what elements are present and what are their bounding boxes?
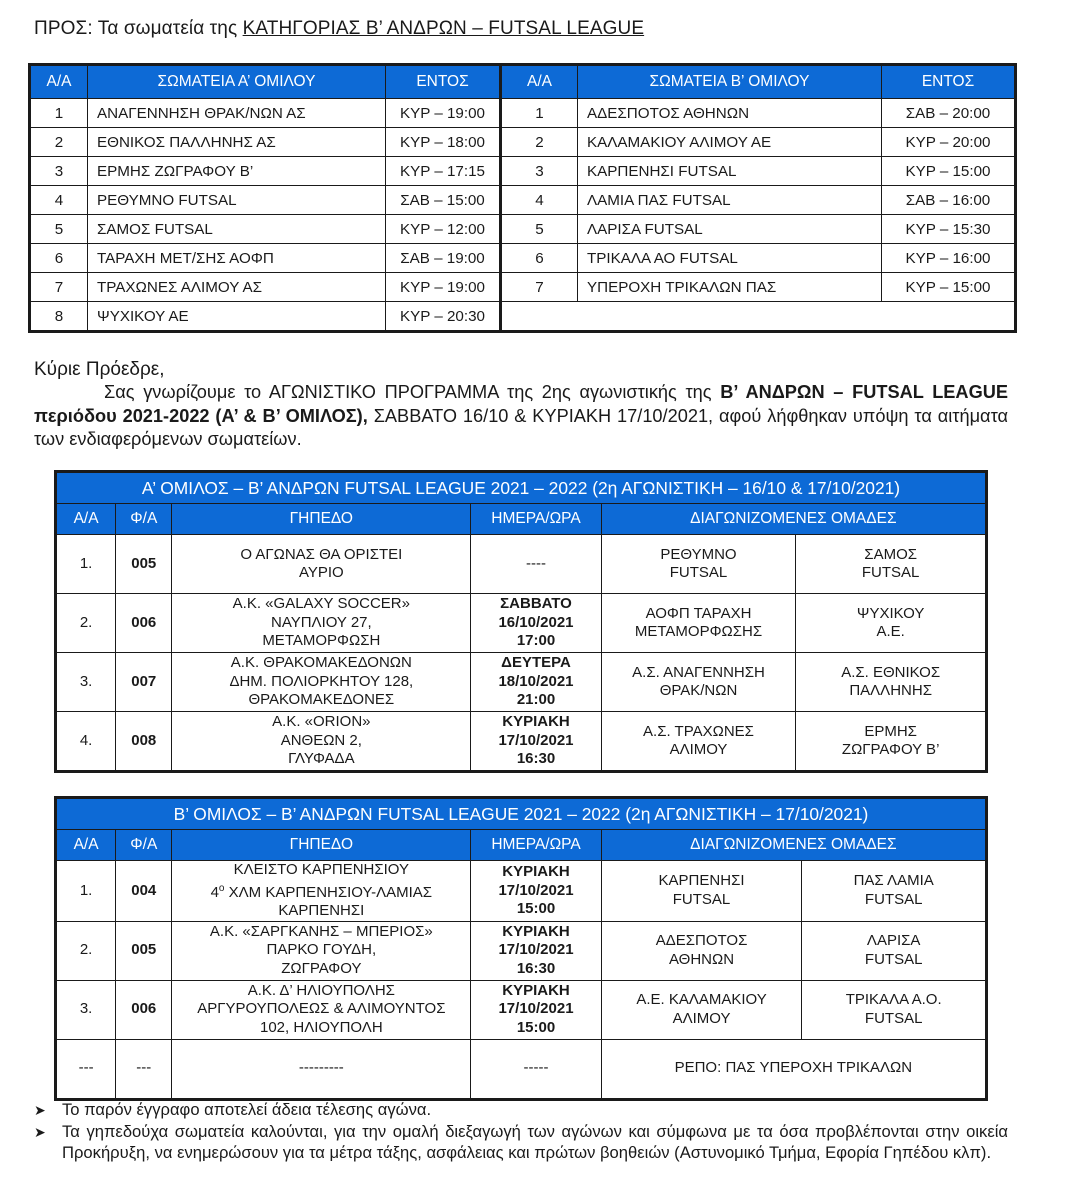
- group-a-club: ΤΑΡΑΧΗ ΜΕΤ/ΣΗΣ ΑΟΦΠ: [88, 244, 386, 273]
- header-cell: Α/Α: [501, 65, 578, 99]
- datetime-cell: [471, 535, 601, 594]
- fixture-number: 4.: [56, 712, 116, 772]
- home-team-line: ΑΛΙΜΟΥ: [669, 741, 728, 758]
- home-team-line: ΑΛΙΜΟΥ: [672, 1009, 731, 1027]
- fixtures-b-header: [56, 830, 987, 861]
- header-cell: Φ/Α: [116, 504, 172, 535]
- header-cell: ΕΝΤΟΣ: [386, 65, 501, 99]
- fixture-number: 3.: [56, 653, 116, 712]
- header-cell: Α/Α: [30, 65, 88, 99]
- home-team-cell: [601, 535, 796, 594]
- clubs-table-row: [30, 186, 1016, 215]
- datetime-cell: -----: [471, 1039, 601, 1099]
- away-team-line: ΨΥΧΙΚΟΥ: [856, 604, 925, 622]
- clubs-table: [28, 63, 1017, 333]
- group-b-home-time: ΚΥΡ – 16:00: [882, 244, 1016, 273]
- match-code: 004: [116, 861, 172, 922]
- fixture-number: ---: [56, 1039, 116, 1099]
- group-a-home-time: ΣΑΒ – 19:00: [386, 244, 501, 273]
- ordinal-sup: ο: [218, 882, 225, 894]
- fixture-row: [56, 653, 987, 712]
- header-cell: ΗΜΕΡΑ/ΩΡΑ: [471, 830, 601, 861]
- venue-line: ΠΑΡΚΟ ΓΟΥΔΗ,: [266, 941, 377, 959]
- away-team-cell: [802, 861, 987, 922]
- venue-cell: [172, 535, 471, 594]
- notes-list: [34, 1099, 1008, 1164]
- group-a-number: 4: [30, 186, 88, 215]
- header-cell: ΔΙΑΓΩΝΙΖΟΜΕΝΕΣ ΟΜΑΔΕΣ: [601, 504, 986, 535]
- group-a-home-time: ΚΥΡ – 19:00: [386, 273, 501, 302]
- rest-team-cell: ΡΕΠΟ: ΠΑΣ ΥΠΕΡΟΧΗ ΤΡΙΚΑΛΩΝ: [601, 1039, 986, 1099]
- datetime-line: 16/10/2021: [498, 613, 574, 631]
- away-team-cell: [796, 712, 987, 772]
- fixtures-a-header: [56, 504, 987, 535]
- group-a-number: 2: [30, 128, 88, 157]
- recipient-text: Τα σωματεία της: [97, 18, 238, 39]
- match-code: 006: [116, 594, 172, 653]
- datetime-line: 17/10/2021: [498, 941, 574, 959]
- away-team-line: FUTSAL: [864, 1009, 923, 1027]
- header-cell: ΓΗΠΕΔΟ: [172, 504, 471, 535]
- group-a-home-time: ΚΥΡ – 20:30: [386, 302, 501, 332]
- datetime-cell: [471, 861, 601, 922]
- datetime-line: 17/10/2021: [498, 881, 574, 899]
- datetime-line: 17/10/2021: [498, 731, 574, 749]
- home-team-cell: [601, 653, 796, 712]
- fixture-row: [56, 712, 987, 772]
- group-a-club: ΣΑΜΟΣ FUTSAL: [88, 215, 386, 244]
- datetime-line: 18/10/2021: [498, 672, 574, 690]
- group-a-home-time: ΚΥΡ – 17:15: [386, 157, 501, 186]
- group-b-club: ΚΑΡΠΕΝΗΣΙ FUTSAL: [578, 157, 882, 186]
- venue-line: ΖΩΓΡΑΦΟΥ: [281, 959, 362, 977]
- home-team-cell: [601, 712, 796, 772]
- intro-paragraph: [34, 381, 1008, 452]
- group-b-club: ΤΡΙΚΑΛΑ ΑΟ FUTSAL: [578, 244, 882, 273]
- away-team-line: ΖΩΓΡΑΦΟΥ Β’: [841, 741, 940, 758]
- match-code: 006: [116, 980, 172, 1039]
- group-b-number: 3: [501, 157, 578, 186]
- datetime-cell: [471, 594, 601, 653]
- home-team-line: FUTSAL: [672, 890, 731, 908]
- venue-line: ΓΛΥΦΑΔΑ: [288, 750, 355, 768]
- home-team-line: ΑΟΦΠ ΤΑΡΑΧΗ: [645, 604, 752, 622]
- venue-cell: [172, 921, 471, 980]
- fixture-row: [56, 535, 987, 594]
- group-b-number: 7: [501, 273, 578, 302]
- clubs-table-row: [30, 215, 1016, 244]
- away-team-line: ΕΡΜΗΣ: [864, 722, 917, 740]
- venue-line: ΑΡΓΥΡΟΥΠΟΛΕΩΣ & ΑΛΙΜΟΥΝΤΟΣ: [197, 1000, 446, 1018]
- home-team-line: Α.Ε. ΚΑΛΑΜΑΚΙΟΥ: [636, 991, 767, 1008]
- venue-line: Ο ΑΓΩΝΑΣ ΘΑ ΟΡΙΣΤΕΙ: [240, 545, 403, 563]
- group-a-club: ΨΥΧΙΚΟΥ ΑΕ: [88, 302, 386, 332]
- fixture-number: 2.: [56, 594, 116, 653]
- group-b-club: ΛΑΡΙΣΑ FUTSAL: [578, 215, 882, 244]
- recipient-category: ΚΑΤΗΓΟΡΙΑΣ Β’ ΑΝΔΡΩΝ – FUTSAL LEAGUE: [242, 18, 645, 39]
- fixtures-b-title: Β’ ΟΜΙΛΟΣ – Β’ ΑΝΔΡΩΝ FUTSAL LEAGUE 2021 – 2022 (2η ΑΓΩΝΙΣΤΙΚΗ – 17/10/2021): [56, 798, 987, 830]
- group-b-number: 4: [501, 186, 578, 215]
- fixture-row: [56, 594, 987, 653]
- group-a-home-time: ΚΥΡ – 19:00: [386, 99, 501, 128]
- fixture-number: 1.: [56, 861, 116, 922]
- clubs-table-row: [30, 244, 1016, 273]
- venue-line: Α.Κ. «ΣΑΡΓΚΑΝΗΣ – ΜΠΕΡΙΟΣ»: [209, 922, 433, 940]
- away-team-line: ΠΑΣ ΛΑΜΙΑ: [853, 872, 934, 890]
- group-b-club: ΚΑΛΑΜΑΚΙΟΥ ΑΛΙΜΟΥ ΑΕ: [578, 128, 882, 157]
- group-a-club: ΕΘΝΙΚΟΣ ΠΑΛΛΗΝΗΣ ΑΣ: [88, 128, 386, 157]
- venue-cell: [172, 861, 471, 922]
- away-team-line: Α.Σ. ΕΘΝΙΚΟΣ: [841, 663, 941, 681]
- group-a-home-time: ΚΥΡ – 12:00: [386, 215, 501, 244]
- venue-line: 102, ΗΛΙΟΥΠΟΛΗ: [260, 1018, 383, 1036]
- home-team-cell: [601, 594, 796, 653]
- fixture-row: [56, 980, 987, 1039]
- home-team-line: ΑΘΗΝΩΝ: [668, 950, 735, 968]
- datetime-line: 15:00: [516, 1018, 556, 1036]
- intro-text-2: ΣΑΒΒΑΤΟ 16/10 & ΚΥΡΙΑΚΗ 17/10/2021, αφού λήφθηκαν υπόψη τα αιτήματα των ενδιαφερόμενων σωματείων.: [34, 405, 1009, 449]
- group-a-club: ΑΝΑΓΕΝΝΗΣΗ ΘΡΑΚ/ΝΩΝ ΑΣ: [88, 99, 386, 128]
- group-b-home-time: ΣΑΒ – 20:00: [882, 99, 1016, 128]
- header-cell: ΗΜΕΡΑ/ΩΡΑ: [471, 504, 601, 535]
- datetime-line: 16:30: [516, 750, 556, 768]
- group-a-number: 6: [30, 244, 88, 273]
- recipient-prefix: ΠΡΟΣ:: [34, 18, 93, 39]
- group-a-club: ΕΡΜΗΣ ΖΩΓΡΑΦΟΥ Β’: [88, 157, 386, 186]
- group-b-number: 1: [501, 99, 578, 128]
- fixture-number: 3.: [56, 980, 116, 1039]
- group-a-club: ΡΕΘΥΜΝΟ FUTSAL: [88, 186, 386, 215]
- home-team-line: Α.Σ. ΑΝΑΓΕΝΝΗΣΗ: [632, 663, 765, 681]
- home-team-line: FUTSAL: [669, 564, 728, 581]
- venue-cell: [172, 980, 471, 1039]
- away-team-cell: [796, 535, 987, 594]
- venue-cell: [172, 712, 471, 772]
- clubs-table-row: [30, 99, 1016, 128]
- group-b-home-time: ΚΥΡ – 15:30: [882, 215, 1016, 244]
- venue-line: $4^o$ ΧΛΜ ΚΑΡΠΕΝΗΣΙΟΥ-ΛΑΜΙΑΣ: [210, 882, 433, 901]
- recipient-line: [34, 18, 644, 40]
- datetime-line: ΚΥΡΙΑΚΗ: [502, 981, 570, 999]
- venue-cell: ---------: [172, 1039, 471, 1099]
- group-a-number: 7: [30, 273, 88, 302]
- header-cell: ΓΗΠΕΔΟ: [172, 830, 471, 861]
- fixtures-a-title: Α’ ΟΜΙΛΟΣ – Β’ ΑΝΔΡΩΝ FUTSAL LEAGUE 2021 – 2022 (2η ΑΓΩΝΙΣΤΙΚΗ – 16/10 & 17/10/2021): [56, 472, 987, 504]
- group-b-home-time: ΚΥΡ – 15:00: [882, 273, 1016, 302]
- away-team-line: FUTSAL: [861, 564, 920, 581]
- away-team-line: Α.Ε.: [876, 623, 905, 640]
- header-cell: Α/Α: [56, 504, 116, 535]
- fixtures-group-a-table: [54, 470, 988, 773]
- note-text: Τα γηπεδούχα σωματεία καλούνται, για την ομαλή διεξαγωγή των αγώνων και σύμφωνα με τα όσα προβλέπονται στην οικεία Προκήρυξη, να ενημερώσουν για τα μέτρα τάξης, ασφάλειας και πρώτων βοηθειών (Αστυνομικό Τμήμα, Εφορία Γηπέδου κλπ).: [62, 1121, 1008, 1162]
- group-b-number: 2: [501, 128, 578, 157]
- clubs-table-row: [30, 302, 1016, 332]
- group-b-home-time: ΚΥΡ – 20:00: [882, 128, 1016, 157]
- away-team-line: ΤΡΙΚΑΛΑ Α.Ο.: [845, 991, 942, 1008]
- salutation: Κύριε Πρόεδρε,: [34, 359, 165, 380]
- home-team-line: ΜΕΤΑΜΟΡΦΩΣΗΣ: [634, 623, 763, 640]
- intro-text-bold: Β’ ΑΝΔΡΩΝ – FUTSAL LEAGUE περιόδου 2021-2022 (Α’ & Β’ ΟΜΙΛΟΣ),: [34, 382, 1008, 426]
- note-item: [34, 1121, 1008, 1164]
- group-b-home-time: ΚΥΡ – 15:00: [882, 157, 1016, 186]
- match-code: ---: [116, 1039, 172, 1099]
- venue-cell: [172, 594, 471, 653]
- venue-line: Α.Κ. «ORION»: [272, 713, 371, 731]
- header-cell: ΣΩΜΑΤΕΙΑ Β’ ΟΜΙΛΟΥ: [578, 65, 882, 99]
- group-a-club: ΤΡΑΧΩΝΕΣ ΑΛΙΜΟΥ ΑΣ: [88, 273, 386, 302]
- group-a-number: 1: [30, 99, 88, 128]
- header-cell: Α/Α: [56, 830, 116, 861]
- datetime-line: 17:00: [516, 632, 556, 650]
- venue-line: ΘΡΑΚΟΜΑΚΕΔΟΝΕΣ: [248, 691, 395, 709]
- datetime-line: ΚΥΡΙΑΚΗ: [502, 863, 570, 880]
- home-team-line: ΚΑΡΠΕΝΗΣΙ: [658, 872, 745, 890]
- group-a-number: 5: [30, 215, 88, 244]
- group-a-number: 3: [30, 157, 88, 186]
- header-cell: ΣΩΜΑΤΕΙΑ Α’ ΟΜΙΛΟΥ: [88, 65, 386, 99]
- match-code: 005: [116, 921, 172, 980]
- note-item: [34, 1099, 1008, 1121]
- fixture-row: [56, 921, 987, 980]
- group-a-home-time: ΚΥΡ – 18:00: [386, 128, 501, 157]
- fixtures-group-b-table: [54, 796, 988, 1101]
- venue-line: ΑΥΡΙΟ: [298, 564, 344, 581]
- away-team-line: FUTSAL: [864, 890, 923, 908]
- datetime-cell: [471, 921, 601, 980]
- group-a-number: 8: [30, 302, 88, 332]
- away-team-cell: [802, 921, 987, 980]
- group-b-club: ΛΑΜΙΑ ΠΑΣ FUTSAL: [578, 186, 882, 215]
- datetime-line: ΚΥΡΙΑΚΗ: [502, 922, 570, 940]
- clubs-table-row: [30, 128, 1016, 157]
- empty-cell: [501, 302, 1016, 332]
- away-team-line: ΛΑΡΙΣΑ: [866, 932, 921, 949]
- header-cell: ΕΝΤΟΣ: [882, 65, 1016, 99]
- away-team-line: ΠΑΛΛΗΝΗΣ: [849, 682, 932, 699]
- datetime-line: 16:30: [516, 959, 556, 977]
- venue-line: Α.Κ. ΘΡΑΚΟΜΑΚΕΔΟΝΩΝ: [230, 654, 412, 672]
- home-team-line: Α.Σ. ΤΡΑΧΩΝΕΣ: [643, 722, 754, 740]
- datetime-line: ΚΥΡΙΑΚΗ: [502, 713, 570, 731]
- venue-line: ΑΝΘΕΩΝ 2,: [280, 731, 362, 749]
- group-b-home-time: ΣΑΒ – 16:00: [882, 186, 1016, 215]
- away-team-cell: [802, 980, 987, 1039]
- venue-line: ΔΗΜ. ΠΟΛΙΟΡΚΗΤΟΥ 128,: [229, 672, 414, 690]
- arrow-bullet-icon: ➤: [34, 1123, 46, 1140]
- datetime-line: ΔΕΥΤΕΡΑ: [501, 654, 571, 672]
- venue-line: Α.Κ. Δ’ ΗΛΙΟΥΠΟΛΗΣ: [247, 981, 395, 999]
- header-cell: Φ/Α: [116, 830, 172, 861]
- home-team-cell: [601, 921, 802, 980]
- venue-line: ΜΕΤΑΜΟΡΦΩΣΗ: [262, 632, 381, 650]
- home-team-line: ΘΡΑΚ/ΝΩΝ: [659, 682, 738, 699]
- home-team-line: ΑΔΕΣΠΟΤΟΣ: [655, 932, 748, 949]
- datetime-line: 15:00: [516, 900, 556, 917]
- datetime-line: ----: [526, 554, 546, 572]
- header-cell: ΔΙΑΓΩΝΙΖΟΜΕΝΕΣ ΟΜΑΔΕΣ: [601, 830, 986, 861]
- venue-line: Α.Κ. «GALAXY SOCCER»: [232, 595, 410, 613]
- match-code: 005: [116, 535, 172, 594]
- datetime-line: ΣΑΒΒΑΤΟ: [500, 595, 572, 613]
- venue-line: ΚΛΕΙΣΤΟ ΚΑΡΠΕΝΗΣΙΟΥ: [233, 861, 409, 878]
- venue-cell: [172, 653, 471, 712]
- clubs-table-row: [30, 157, 1016, 186]
- match-code: 007: [116, 653, 172, 712]
- group-b-number: 6: [501, 244, 578, 273]
- group-a-home-time: ΣΑΒ – 15:00: [386, 186, 501, 215]
- away-team-cell: [796, 594, 987, 653]
- datetime-line: 21:00: [516, 691, 556, 709]
- intro-text-1: Σας γνωρίζουμε το ΑΓΩΝΙΣΤΙΚΟ ΠΡΟΓΡΑΜΜΑ της 2ης αγωνιστικής της: [104, 382, 712, 402]
- datetime-line: 17/10/2021: [498, 1000, 574, 1018]
- away-team-cell: [796, 653, 987, 712]
- note-text: Το παρόν έγγραφο αποτελεί άδεια τέλεσης αγώνα.: [62, 1100, 432, 1119]
- away-team-line: FUTSAL: [864, 950, 923, 968]
- fixture-number: 2.: [56, 921, 116, 980]
- home-team-cell: [601, 861, 802, 922]
- clubs-table-row: [30, 273, 1016, 302]
- fixture-row: [56, 861, 987, 922]
- fixture-number: 1.: [56, 535, 116, 594]
- home-team-cell: [601, 980, 802, 1039]
- group-b-club: ΑΔΕΣΠΟΤΟΣ ΑΘΗΝΩΝ: [578, 99, 882, 128]
- rest-row: [56, 1039, 987, 1099]
- group-b-number: 5: [501, 215, 578, 244]
- match-code: 008: [116, 712, 172, 772]
- arrow-bullet-icon: ➤: [34, 1102, 46, 1118]
- venue-line: ΚΑΡΠΕΝΗΣΙ: [278, 902, 365, 919]
- datetime-cell: [471, 653, 601, 712]
- away-team-line: ΣΑΜΟΣ: [864, 545, 918, 563]
- datetime-cell: [471, 980, 601, 1039]
- datetime-cell: [471, 712, 601, 772]
- venue-line: ΝΑΥΠΛΙΟΥ 27,: [270, 613, 372, 631]
- home-team-line: ΡΕΘΥΜΝΟ: [660, 545, 737, 563]
- group-b-club: ΥΠΕΡΟΧΗ ΤΡΙΚΑΛΩΝ ΠΑΣ: [578, 273, 882, 302]
- clubs-table-header: [30, 65, 1016, 99]
